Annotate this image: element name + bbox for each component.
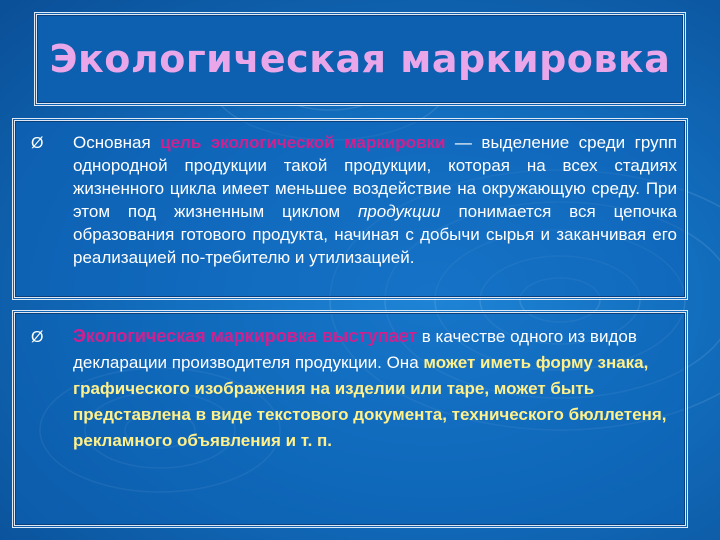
p2-highlight: Экологическая маркировка выступает xyxy=(73,326,418,346)
p1-rest: — выделение среди групп однородной продукции такой продукции, которая на всех стадиях жизненного цикла имеет меньшее воздействие на окружающую среду. При этом под жизненным циклом xyxy=(73,133,677,221)
paragraph-box-1 xyxy=(12,118,688,300)
p1-tail: понимается вся цепочка образования готового продукта, начиная с добычи сырья и заканчивая его реализацией по-требителю и утилизацией. xyxy=(73,202,677,267)
arrow-bullet-icon: Ø xyxy=(31,135,44,152)
p1-highlight: цель экологической маркировки xyxy=(160,133,446,152)
paragraph-1 xyxy=(73,131,677,269)
paragraph-box-2 xyxy=(12,310,688,528)
p1-italic: продукции xyxy=(357,202,441,221)
title-box xyxy=(34,12,686,106)
arrow-bullet-icon: Ø xyxy=(31,329,44,346)
p1-lead: Основная xyxy=(73,133,161,152)
p2-rest: в качестве одного из видов декларации производителя продукции. Она xyxy=(73,327,637,372)
p2-emphasis: может иметь форму знака, графического изображения на изделии или таре, может быть представлена в виде текстового документа, технического бюллетеня, рекламного объявления и т. п. xyxy=(73,353,667,450)
slide-title: Экологическая маркировка xyxy=(49,37,671,81)
paragraph-2 xyxy=(73,323,677,454)
